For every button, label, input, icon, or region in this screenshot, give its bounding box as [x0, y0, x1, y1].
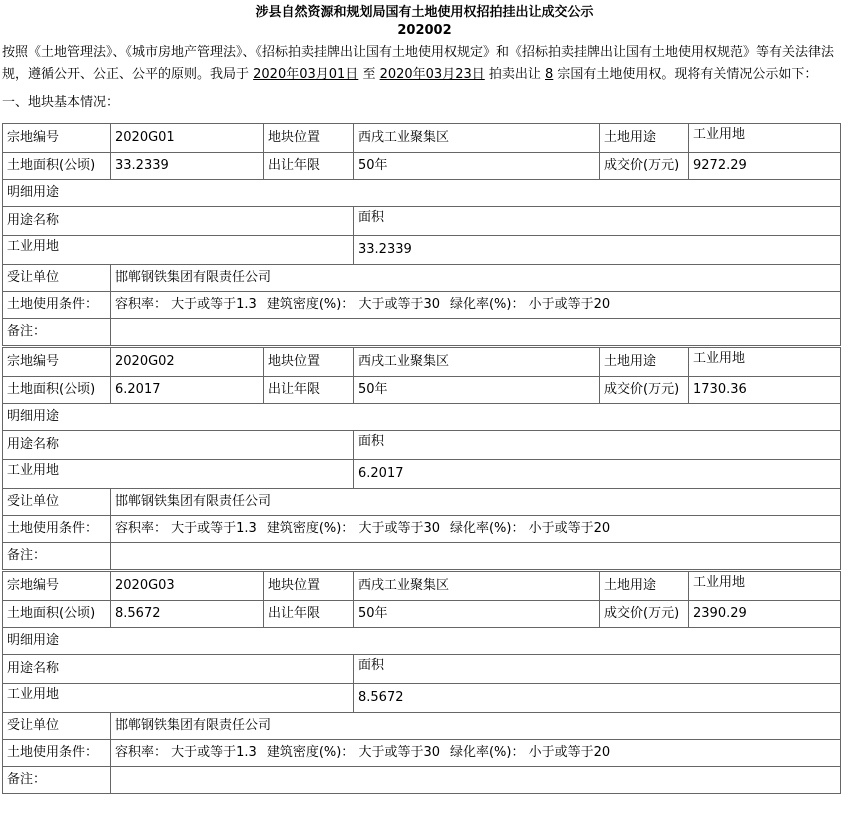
table-row [3, 265, 841, 292]
location: 西戌工业聚集区 [354, 124, 600, 153]
price: 2390.29 [689, 601, 841, 628]
area-short-label: 面积 [354, 207, 841, 236]
table-row [3, 404, 841, 431]
price: 9272.29 [689, 153, 841, 180]
table-row [3, 348, 841, 377]
transferee: 邯郸钢铁集团有限责任公司 [111, 713, 841, 740]
detail-use-name: 工业用地 [3, 684, 354, 713]
area-short-label: 面积 [354, 655, 841, 684]
parcel-table [2, 571, 841, 794]
table-row [3, 431, 841, 460]
intro-text-2: 拍卖出让 [484, 67, 546, 82]
area-label: 土地面积(公顷) [3, 377, 111, 404]
condition-green: 绿化率(%)： 小于或等于20 [449, 745, 611, 760]
detail-use-name: 工业用地 [3, 460, 354, 489]
parcel-table [2, 347, 841, 570]
location-label: 地块位置 [264, 572, 354, 601]
parcel-no: 2020G03 [111, 572, 264, 601]
remark-label: 备注： [3, 543, 111, 570]
land-use: 工业用地 [689, 348, 841, 377]
remark [111, 543, 841, 570]
price-label: 成交价(万元) [600, 153, 689, 180]
area-label: 土地面积(公顷) [3, 153, 111, 180]
table-row [3, 292, 841, 319]
table-row [3, 543, 841, 570]
parcel-no-label: 宗地编号 [3, 124, 111, 153]
parcel-count: 8 [545, 67, 554, 82]
intro-text-3: 宗国有土地使用权。现将有关情况公示如下： [553, 67, 818, 82]
use-name-label: 用途名称 [3, 655, 354, 684]
location: 西戌工业聚集区 [354, 572, 600, 601]
intro-paragraph [2, 42, 844, 86]
detail-area: 33.2339 [354, 236, 841, 265]
land-use-label: 土地用途 [600, 124, 689, 153]
land-use: 工业用地 [689, 572, 841, 601]
parcel-table [2, 123, 841, 346]
use-name-label: 用途名称 [3, 207, 354, 236]
conditions-label: 土地使用条件： [3, 292, 111, 319]
price-label: 成交价(万元) [600, 377, 689, 404]
condition-far: 容积率： 大于或等于1.3 [115, 521, 257, 536]
area: 6.2017 [111, 377, 264, 404]
condition-green: 绿化率(%)： 小于或等于20 [449, 521, 611, 536]
detail-use-label: 明细用途 [3, 180, 841, 207]
land-use-label: 土地用途 [600, 348, 689, 377]
term: 50年 [354, 153, 600, 180]
table-row [3, 684, 841, 713]
term-label: 出让年限 [264, 377, 354, 404]
location-label: 地块位置 [264, 124, 354, 153]
term: 50年 [354, 377, 600, 404]
conditions [111, 740, 841, 767]
table-row [3, 516, 841, 543]
price: 1730.36 [689, 377, 841, 404]
remark [111, 319, 841, 346]
table-row [3, 713, 841, 740]
term-label: 出让年限 [264, 601, 354, 628]
detail-use-label: 明细用途 [3, 404, 841, 431]
intro-text-1: 按照《土地管理法》、《城市房地产管理法》、《招标拍卖挂牌出让国有土地使用权规定》和《招标拍卖挂牌出让国有土地使用权规范》等有关法律法规，遵循公开、公正、公平的原则。我局于 [2, 45, 835, 82]
transferee-label: 受让单位 [3, 713, 111, 740]
transferee-label: 受让单位 [3, 489, 111, 516]
condition-density: 建筑密度(%)： 大于或等于30 [266, 297, 440, 312]
remark-label: 备注： [3, 319, 111, 346]
transferee-label: 受让单位 [3, 265, 111, 292]
table-row [3, 377, 841, 404]
use-name-label: 用途名称 [3, 431, 354, 460]
table-row [3, 655, 841, 684]
location-label: 地块位置 [264, 348, 354, 377]
conditions-label: 土地使用条件： [3, 516, 111, 543]
conditions [111, 292, 841, 319]
parcel-no: 2020G02 [111, 348, 264, 377]
detail-use-name: 工业用地 [3, 236, 354, 265]
table-row [3, 601, 841, 628]
table-row [3, 153, 841, 180]
intro-to: 至 [358, 67, 380, 82]
parcel-no-label: 宗地编号 [3, 348, 111, 377]
parcel-no: 2020G01 [111, 124, 264, 153]
table-row [3, 180, 841, 207]
area-short-label: 面积 [354, 431, 841, 460]
remark-label: 备注： [3, 767, 111, 794]
transferee: 邯郸钢铁集团有限责任公司 [111, 489, 841, 516]
condition-green: 绿化率(%)： 小于或等于20 [449, 297, 611, 312]
remark [111, 767, 841, 794]
location: 西戌工业聚集区 [354, 348, 600, 377]
page-title: 涉县自然资源和规划局国有土地使用权招拍挂出让成交公示 [255, 5, 594, 20]
condition-density: 建筑密度(%)： 大于或等于30 [266, 745, 440, 760]
conditions [111, 516, 841, 543]
condition-density: 建筑密度(%)： 大于或等于30 [266, 521, 440, 536]
start-date: 2020年03月01日 [253, 67, 359, 82]
area: 33.2339 [111, 153, 264, 180]
conditions-label: 土地使用条件： [3, 740, 111, 767]
table-row [3, 628, 841, 655]
table-row [3, 236, 841, 265]
detail-use-label: 明细用途 [3, 628, 841, 655]
table-row [3, 124, 841, 153]
price-label: 成交价(万元) [600, 601, 689, 628]
land-use-label: 土地用途 [600, 572, 689, 601]
end-date: 2020年03月23日 [379, 67, 485, 82]
table-row [3, 489, 841, 516]
table-row [3, 319, 841, 346]
detail-area: 8.5672 [354, 684, 841, 713]
table-row [3, 572, 841, 601]
condition-far: 容积率： 大于或等于1.3 [115, 297, 257, 312]
table-row [3, 740, 841, 767]
table-row [3, 207, 841, 236]
land-use: 工业用地 [689, 124, 841, 153]
condition-far: 容积率： 大于或等于1.3 [115, 745, 257, 760]
term-label: 出让年限 [264, 153, 354, 180]
table-row [3, 460, 841, 489]
table-row [3, 767, 841, 794]
parcel-list [2, 123, 849, 794]
area: 8.5672 [111, 601, 264, 628]
transferee: 邯郸钢铁集团有限责任公司 [111, 265, 841, 292]
detail-area: 6.2017 [354, 460, 841, 489]
parcel-no-label: 宗地编号 [3, 572, 111, 601]
notice-code: 202002 [397, 23, 452, 38]
area-label: 土地面积(公顷) [3, 601, 111, 628]
section-heading: 一、地块基本情况： [2, 95, 120, 110]
term: 50年 [354, 601, 600, 628]
